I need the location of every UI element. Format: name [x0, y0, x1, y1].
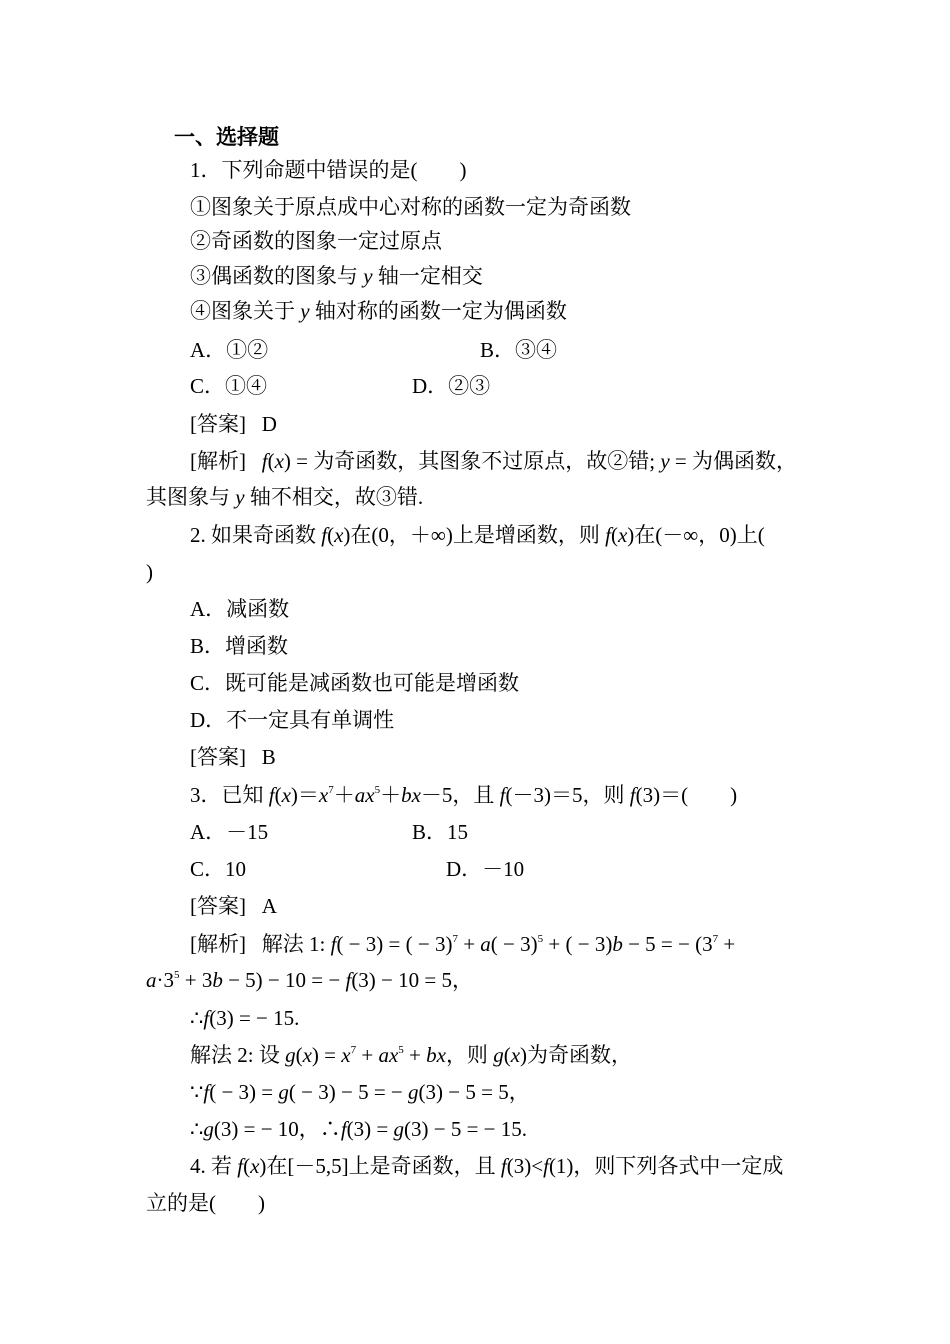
q3-option-a: A．－15: [190, 820, 269, 844]
q2-option-d: D．不一定具有单调性: [190, 708, 395, 732]
q3-analysis-method2-line-1: 解法 2: 设 $g(x) = x^7 + ax^5$ + bx，则 g(x)为奇函数，: [190, 1043, 633, 1067]
q3-answer: [答案] A: [190, 894, 277, 918]
q1-analysis-line-2: 其图象与 y 轴不相交，故③错.: [146, 485, 424, 509]
q3-option-d: D．－10: [446, 857, 525, 881]
q1-statement-3: ③偶函数的图象与 y 轴一定相交: [190, 264, 483, 288]
q3-analysis-method2-line-3: ∴g(3) = − 10，∴f(3) = g(3) − 5 = − 15.: [190, 1117, 528, 1141]
q1-stem: 1．下列命题中错误的是( ): [190, 158, 467, 182]
q2-answer: [答案] B: [190, 745, 276, 769]
q3-option-b: B．15: [412, 820, 469, 844]
q3-analysis-method1-line-2: $a\cdot 3^5 + 3b - 5) - 10$ = − f(3) − 10 = 5，: [146, 968, 473, 992]
q1-statement-1: ①图象关于原点成中心对称的函数一定为奇函数: [190, 195, 631, 219]
q1-statement-2: ②奇函数的图象一定过原点: [190, 229, 442, 253]
q1-option-c: C．①④: [190, 374, 268, 398]
q2-option-a: A．减函数: [190, 597, 290, 621]
q3-analysis-method1-line-1: [解析] 解法 1: f( − 3) = ( − $3)^7 + a( - 3)^5$ + ( − 3)b − 5 = − ($3^7$ +: [190, 932, 736, 956]
q1-option-a: A．①②: [190, 338, 269, 362]
q4-stem-continued: 立的是( ): [146, 1191, 265, 1215]
q1-statement-4: ④图象关于 y 轴对称的函数一定为偶函数: [190, 299, 567, 323]
q4-stem: 4. 若 f(x)在[－5,5]上是奇函数，且 f(3)<f(1)，则下列各式中一定成: [190, 1154, 784, 1178]
q3-option-c: C．10: [190, 857, 247, 881]
q1-option-b: B．③④: [480, 338, 558, 362]
q2-stem: 2. 如果奇函数 f(x)在(0，＋∞)上是增函数，则 f(x)在(－∞，0)上(: [190, 523, 765, 547]
q3-analysis-method1-line-3: ∴f(3) = − 15.: [190, 1006, 300, 1030]
q2-stem-continued: ): [146, 560, 153, 584]
q2-option-c: C．既可能是减函数也可能是增函数: [190, 671, 520, 695]
q1-option-d: D．②③: [412, 374, 491, 398]
q3-stem: 3．已知 $f(x)=x^7+ax^5+bx-5$，且 f(－3)＝5，则 f(3)＝( ): [190, 783, 738, 807]
q3-analysis-method2-line-2: ∵f( − 3) = g( − 3) − 5 = − g(3) − 5 = 5，: [190, 1080, 530, 1104]
section-title: 一、选择题: [174, 125, 279, 149]
q1-answer: [答案] D: [190, 412, 277, 436]
q2-option-b: B．增函数: [190, 634, 289, 658]
q1-analysis-line-1: [解析] f(x) = 为奇函数，其图象不过原点，故②错; y = 为偶函数，: [190, 449, 798, 473]
